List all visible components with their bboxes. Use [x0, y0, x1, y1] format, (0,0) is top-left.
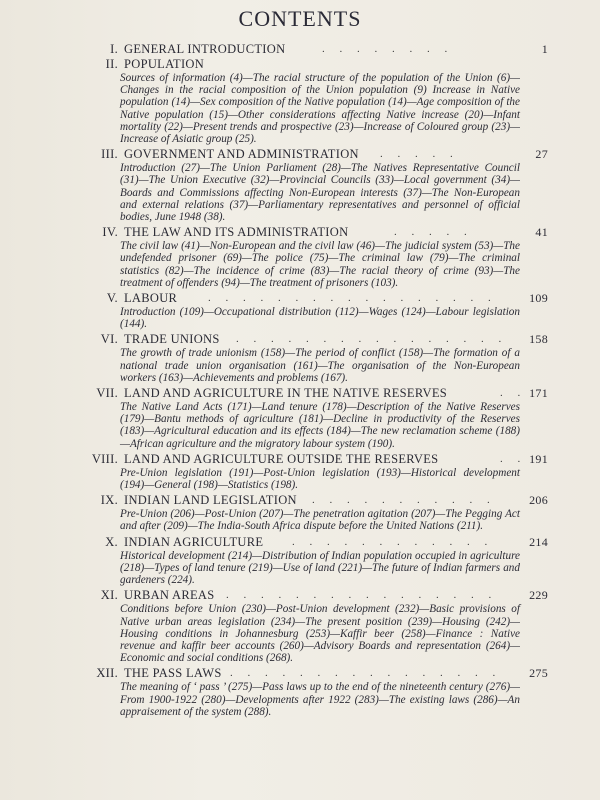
chapter-subsections: Pre-Union (206)—Post-Union (207)—The penetration agitation (207)—The Pegging Act and after (209)—The India-South Africa dispute before the United Nations (211).: [120, 508, 520, 533]
chapter-numeral: VI.: [100, 332, 118, 347]
leader-dots: . . . . . . . . . . . . . . . .: [230, 667, 502, 680]
chapter-page-number: 109: [529, 291, 548, 306]
chapter-page-number: 206: [529, 493, 548, 508]
chapter-heading: INDIAN LAND LEGISLATION: [124, 493, 297, 508]
entry-heading-row: [0, 666, 600, 681]
leader-dots: . . . . . . . . . . . . . . . .: [226, 589, 498, 602]
chapter-page-number: 171: [529, 386, 548, 401]
chapter-page-number: 1: [541, 42, 548, 56]
chapter-heading: LABOUR: [124, 291, 178, 306]
toc-entry: [0, 535, 600, 587]
page-title: CONTENTS: [238, 6, 362, 31]
chapter-heading: GENERAL INTRODUCTION: [124, 42, 286, 56]
chapter-subsections: Conditions before Union (230)—Post-Union development (232)—Basic provisions of Native urban areas legislation (234)—The present position (239)—Housing (242)—Housing conditions in Johannesburg (253)—Kaffir beer (258)—Finance : Native revenue and kaffir beer accounts (260)—Advisory Boards and representation (264)—Economic and social conditions (268).: [120, 603, 520, 665]
leader-dots: . . . . .: [380, 148, 459, 161]
toc-entry: [0, 588, 600, 664]
entry-heading-row: [0, 225, 600, 240]
entry-heading-row: [0, 493, 600, 508]
entry-heading-row: [0, 57, 600, 72]
leader-dots: . . . . . . . . . . . .: [292, 535, 494, 548]
chapter-numeral: XII.: [96, 666, 118, 681]
chapter-page-number: 229: [529, 588, 548, 603]
chapter-numeral: VII.: [96, 386, 118, 401]
toc-entry: [0, 147, 600, 223]
entry-heading-row: [0, 291, 600, 306]
chapter-numeral: III.: [101, 147, 118, 162]
entry-heading-row: [0, 535, 600, 550]
chapter-numeral: VIII.: [91, 451, 118, 466]
chapter-heading: GOVERNMENT AND ADMINISTRATION: [124, 147, 359, 162]
table-of-contents: [0, 42, 600, 720]
leader-dots: . . . . . . . . . . . . . . . .: [236, 333, 508, 346]
chapter-subsections: Pre-Union legislation (191)—Post-Union legislation (193)—Historical development (194)—General (198)—Statistics (198).: [120, 466, 520, 492]
chapter-subsections: Introduction (27)—The Union Parliament (28)—The Natives Representative Council (31)—The Union Executive (32)—Provincial Councils (33)—Local government (34)—Boards and Commissions affecting Non-European interests (37)—The Non-European and external relations (37)—Parliamentary representatives and personnel of official bodies, June 1948 (38).: [120, 162, 520, 224]
chapter-page-number: 158: [529, 332, 548, 347]
entry-heading-row: [0, 332, 600, 347]
chapter-heading: LAND AND AGRICULTURE IN THE NATIVE RESERVES: [124, 386, 448, 401]
chapter-subsections: The Native Land Acts (171)—Land tenure (178)—Description of the Native Reserves (179)—Bantu methods of agriculture (181)—Decline in productivity of the Reserves (183)—Agricultural education and its effects (184)—The new reclamation scheme (188)—African agriculture and the migratory labour system (190).: [120, 401, 520, 450]
entry-heading-row: [0, 452, 600, 467]
chapter-numeral: XI.: [100, 588, 118, 603]
chapter-heading: THE LAW AND ITS ADMINISTRATION: [124, 225, 349, 240]
chapter-numeral: I.: [110, 42, 118, 56]
chapter-subsections: The meaning of ‘ pass ’ (275)—Pass laws up to the end of the nineteenth century (276)—From 1900-1922 (280)—Developments after 1922 (283)—The existing laws (286)—An appraisement of the system (288).: [120, 681, 520, 718]
toc-entry: [0, 452, 600, 491]
chapter-page-number: 275: [529, 666, 548, 681]
chapter-subsections: The growth of trade unionism (158)—The period of conflict (158)—The formation of a national trade union organisation (161)—The organisation of the Non-European workers (163)—Achievements and problems (167).: [120, 347, 520, 384]
toc-entry: [0, 57, 600, 145]
leader-dots: . .: [500, 387, 527, 400]
chapter-subsections: Historical development (214)—Distribution of Indian population occupied in agriculture (218)—Types of land tenure (219)—Use of land (221)—The future of Indian farmers and gardeners (224).: [120, 549, 520, 587]
toc-entry: [0, 666, 600, 718]
chapter-numeral: IV.: [102, 225, 118, 240]
chapter-heading: POPULATION: [124, 57, 205, 71]
chapter-page-number: 191: [529, 451, 548, 466]
entry-heading-row: [0, 588, 600, 603]
chapter-heading: INDIAN AGRICULTURE: [124, 534, 264, 549]
leader-dots: . . . . . . . . . . .: [312, 494, 496, 507]
chapter-heading: URBAN AREAS: [124, 588, 215, 603]
entry-heading-row: [0, 42, 600, 57]
entry-heading-row: [0, 147, 600, 162]
chapter-subsections: Introduction (109)—Occupational distribution (112)—Wages (124)—Labour legislation (144).: [120, 306, 520, 331]
toc-entry: [0, 291, 600, 330]
chapter-numeral: IX.: [100, 493, 118, 508]
leader-dots: . . . . .: [394, 226, 473, 239]
chapter-heading: THE PASS LAWS: [124, 666, 222, 681]
chapter-numeral: V.: [106, 291, 118, 306]
chapter-page-number: 214: [529, 534, 548, 549]
leader-dots: . . . . . . . . . . . . . . . . .: [208, 292, 497, 305]
chapter-heading: LAND AND AGRICULTURE OUTSIDE THE RESERVES: [124, 451, 439, 466]
toc-entry: [0, 42, 600, 57]
chapter-page-number: 41: [535, 225, 548, 240]
chapter-subsections: Sources of information (4)—The racial structure of the population of the Union (6)—Changes in the racial composition of the Union population (9) Increase in Native population (14)—Sex composition of the Native population (14)—Age composition of the Native population (15)—Other considerations affecting Native increase (20)—Infant mortality (22)—Present trends and prospective (23)—Increase of Coloured group (23)—Increase of Asiatic group (25).: [120, 72, 520, 146]
toc-entry: [0, 225, 600, 289]
toc-entry: [0, 493, 600, 532]
toc-entry: [0, 386, 600, 450]
chapter-subsections: The civil law (41)—Non-European and the civil law (46)—The judicial system (53)—The undefended prisoner (69)—The police (75)—The criminal law (79)—The criminal statistics (82)—The incidence of crime (83)—The racial theory of crime (93)—The treatment of offenders (94)—The treatment of prisoners (103).: [120, 240, 520, 289]
toc-entry: [0, 332, 600, 384]
chapter-page-number: 27: [535, 147, 548, 162]
chapter-numeral: II.: [105, 57, 118, 71]
leader-dots: . . . . . . . .: [322, 43, 454, 55]
leader-dots: . .: [500, 452, 527, 465]
entry-heading-row: [0, 386, 600, 401]
chapter-heading: TRADE UNIONS: [124, 332, 220, 347]
chapter-numeral: X.: [105, 534, 118, 549]
